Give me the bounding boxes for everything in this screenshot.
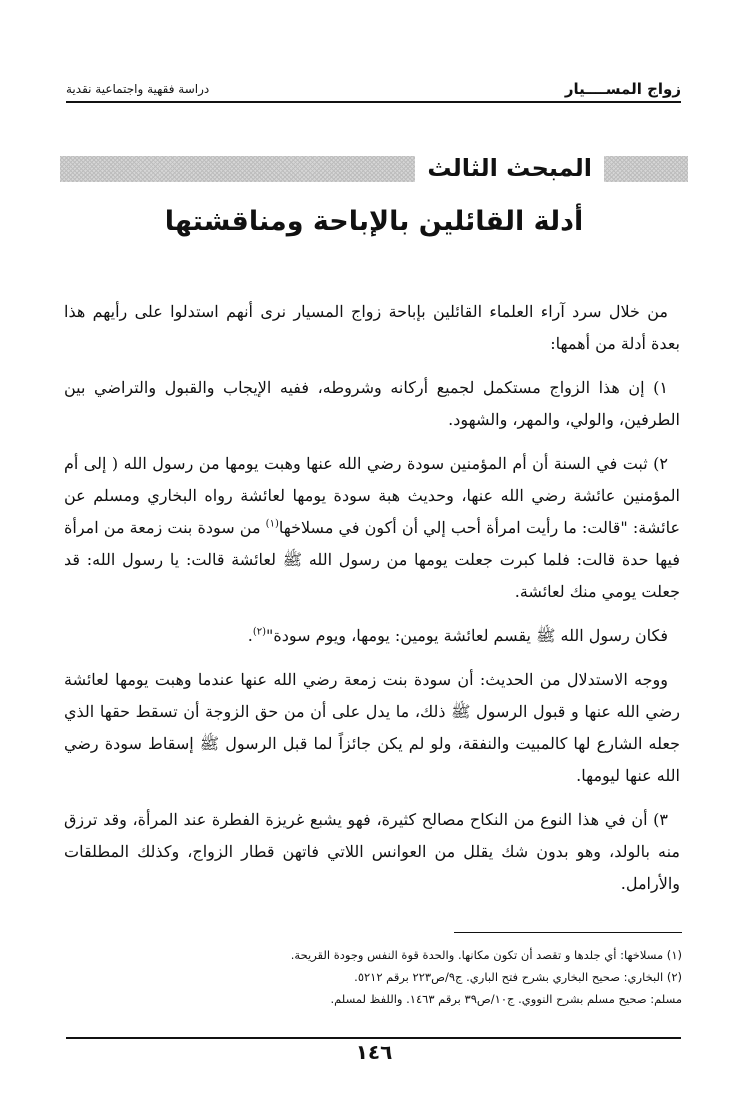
book-subtitle: دراسة فقهية واجتماعية نقدية bbox=[66, 82, 210, 96]
intro-paragraph: من خلال سرد آراء العلماء القائلين بإباحة زواج المسيار نرى أنهم استدلوا على رأيهم هذا بعدة أدلة من أهمها: bbox=[64, 302, 680, 353]
footnote-2: (٢) البخاري: صحيح البخاري بشرح فتح الباري. ج٩/ص٢٢٣ برقم ٥٢١٢. bbox=[354, 970, 682, 984]
point-2-text-c: فكان رسول الله ﷺ يقسم لعائشة يومين: يومها، ويوم سودة" bbox=[266, 626, 668, 645]
point-1-paragraph: ١) إن هذا الزواج مستكمل لجميع أركانه وشروطه، ففيه الإيجاب والقبول والتراضي بين الطرفين، والولي، والمهر، والشهود. bbox=[64, 378, 680, 429]
footnote-marker-2: (٢) bbox=[252, 626, 267, 638]
running-header bbox=[66, 78, 681, 100]
page-number: ١٤٦ bbox=[355, 1040, 393, 1064]
footnotes bbox=[66, 944, 682, 1010]
header-rule bbox=[66, 101, 681, 103]
footnote-1: (١) مسلاخها: أي جلدها و تقصد أن تكون مكانها. والحدة قوة النفس وجودة القريحة. bbox=[290, 948, 682, 962]
body-text bbox=[64, 296, 680, 912]
footnote-marker-1: (١) bbox=[265, 518, 279, 530]
section-label: المبحث الثالث bbox=[415, 150, 604, 186]
chapter-title: أدلة القائلين بالإباحة ومناقشتها bbox=[164, 206, 584, 237]
point-3-paragraph: ٣) أن في هذا النوع من النكاح مصالح كثيرة، فهو يشبع غريزة الفطرة عند المرأة، وقد ترزق منه بالولد، وهو بدون شك يقلل من العوانس اللاتي فاتهن قطار الزواج، وكذلك المطلقات والأرامل. bbox=[64, 810, 680, 893]
footnote-3: مسلم: صحيح مسلم بشرح النووي. ج١٠/ص٣٩ برقم ١٤٦٣. واللفظ لمسلم. bbox=[330, 992, 682, 1006]
book-title: زواج المســــيار bbox=[564, 80, 681, 98]
inference-paragraph: ووجه الاستدلال من الحديث: أن سودة بنت زمعة رضي الله عنها عندما وهبت يومها لعائشة رضي الله عنها و قبول الرسول ﷺ ذلك، ما يدل على أن من حق الزوجة أن تسقط حقها الذي جعله الشارع لها كالمبيت والنفقة، ولو لم يكن جائزاً لما قبل الرسول ﷺ إسقاط سودة رضي الله عنها ليومها. bbox=[64, 670, 681, 785]
footnote-rule bbox=[454, 932, 682, 933]
point-2-text-a: ٢) ثبت في السنة أن أم المؤمنين سودة رضي الله عنها وهبت يومها من رسول الله ( إلى أم المؤمنين عائشة رضي الله عنها، وحديث هبة سودة يومها لعائشة رواه البخاري ومسلم عن عائشة: "قالت: ما رأيت امرأة أحب إلي أن أكون في مسلاخها bbox=[64, 454, 681, 537]
point-2-text-d: . bbox=[247, 626, 253, 645]
point-2-quote-end bbox=[64, 620, 680, 652]
point-2-paragraph bbox=[64, 448, 680, 608]
footer-rule bbox=[66, 1037, 681, 1039]
point-2-text-b: من سودة بنت زمعة من امرأة فيها حدة قالت: فلما كبرت جعلت يومها من رسول الله ﷺ لعائشة قالت: يا رسول الله: قد جعلت يومي منك لعائشة. bbox=[64, 518, 680, 601]
